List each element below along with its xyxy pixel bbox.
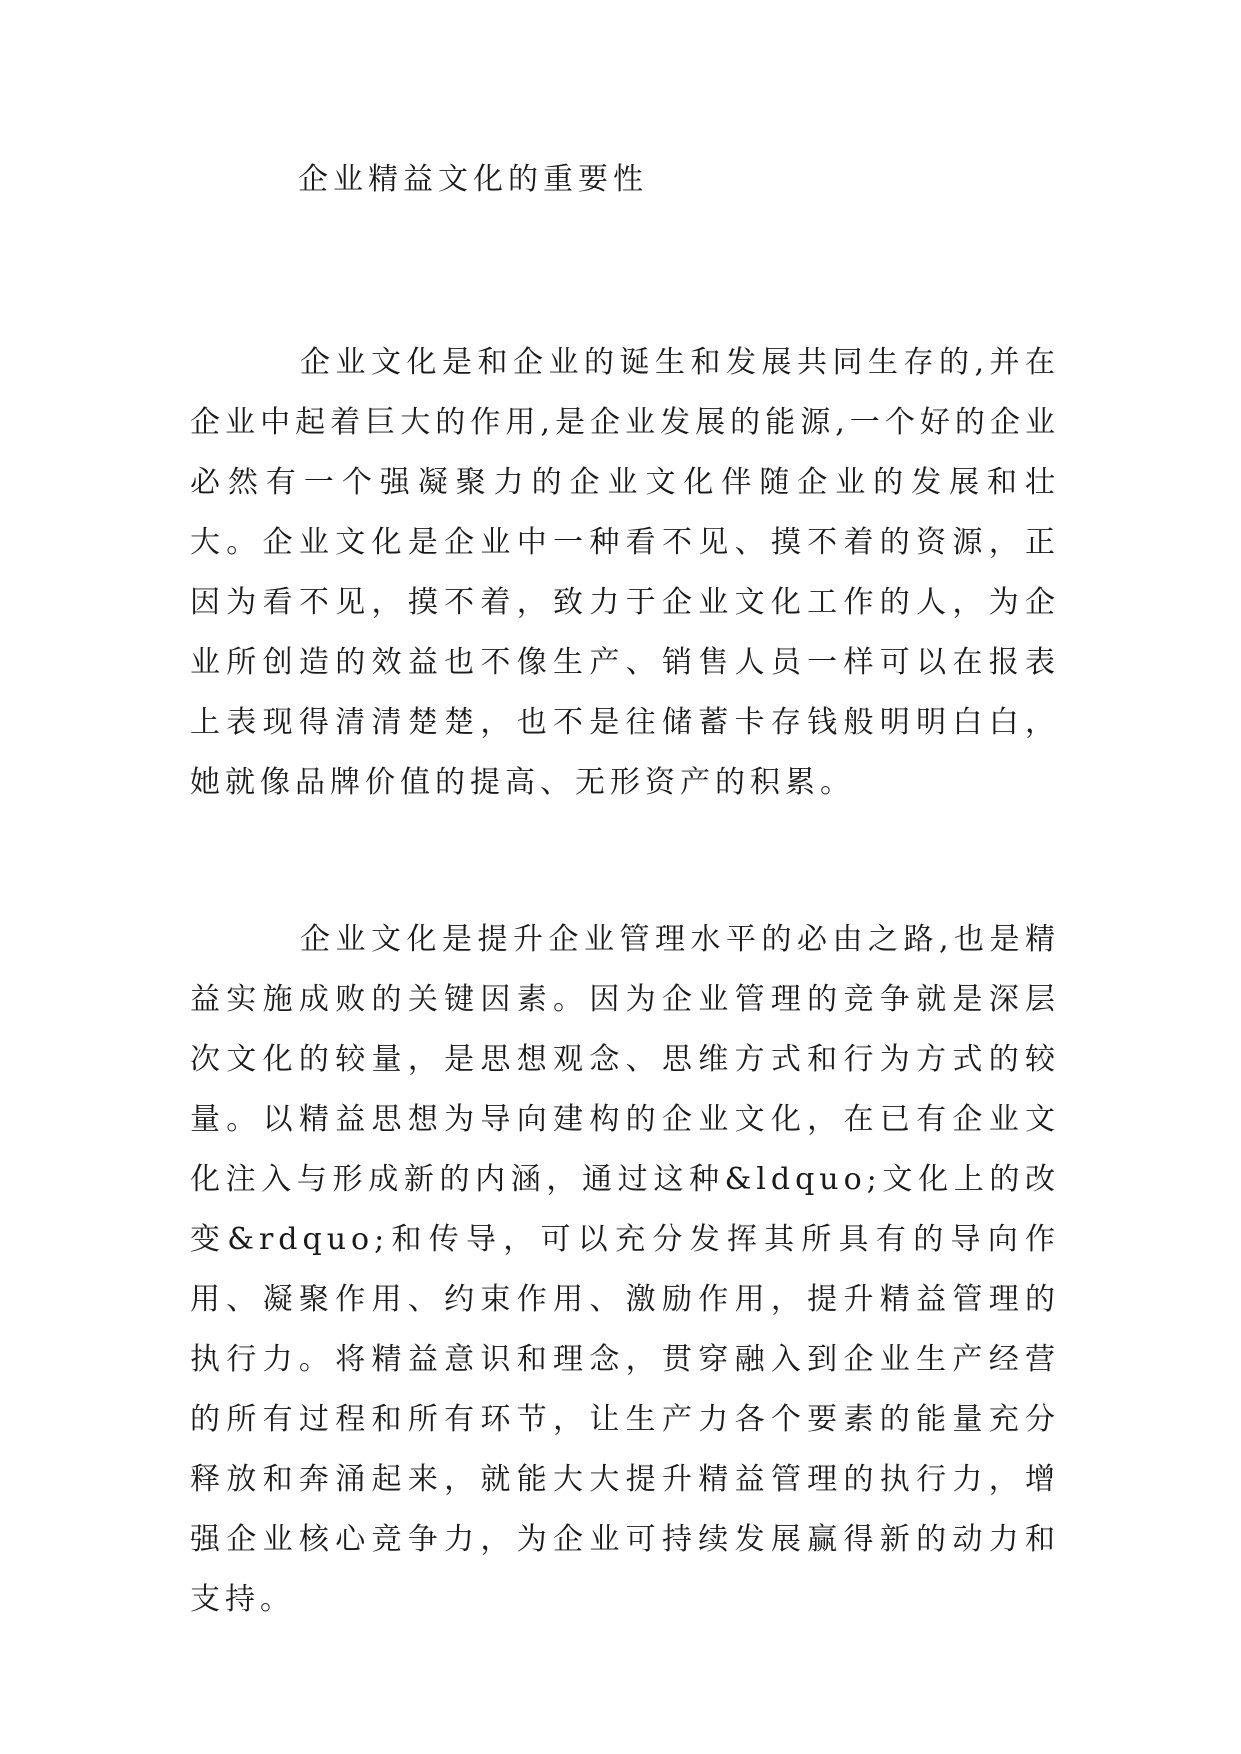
paragraph-2: 企业文化是提升企业管理水平的必由之路,也是精益实施成败的关键因素。因为企业管理的竞争就是深层次文化的较量，是思想观念、思维方式和行为方式的较量。以精益思想为导向建构的企业文化，在已有企业文化注入与形成新的内涵，通过这种&ldquo;文化上的改变&rdquo;和传导，可以充分发挥其所具有的导向作用、凝聚作用、约束作用、激励作用，提升精益管理的执行力。将精益意识和理念，贯穿融入到企业生产经营的所有过程和所有环节，让生产力各个要素的能量充分释放和奔涌起来，就能大大提升精益管理的执行力，增强企业核心竞争力，为企业可持续发展赢得新的动力和支持。 — [190, 922, 1060, 1617]
document-title: 企业精益文化的重要性 — [298, 162, 648, 197]
paragraph-1: 企业文化是和企业的诞生和发展共同生存的,并在企业中起着巨大的作用,是企业发展的能源,一个好的企业必然有一个强凝聚力的企业文化伴随企业的发展和壮大。企业文化是企业中一种看不见、摸不着的资源，正因为看不见，摸不着，致力于企业文化工作的人，为企业所创造的效益也不像生产、销售人员一样可以在报表上表现得清清楚楚，也不是往储蓄卡存钱般明明白白，她就像品牌价值的提高、无形资产的积累。 — [190, 345, 1060, 800]
